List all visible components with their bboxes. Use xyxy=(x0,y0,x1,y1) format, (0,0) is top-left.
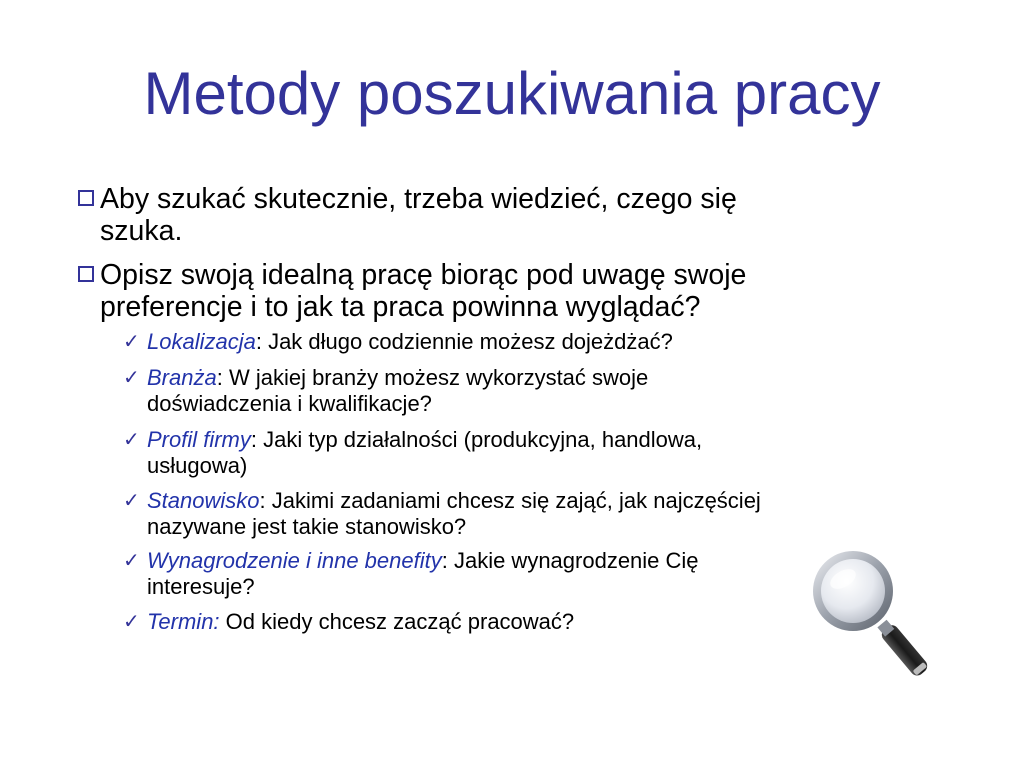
subbullet-term: Branża xyxy=(147,365,217,390)
bullet-2-line-2: preferencje i to jak ta praca powinna wyglądać? xyxy=(100,291,701,323)
subbullet-term: Wynagrodzenie i inne benefity xyxy=(147,548,442,573)
checkmark-icon: ✓ xyxy=(123,427,140,451)
subbullet-text: : Jak długo codziennie możesz dojeżdżać? xyxy=(255,329,673,354)
bullet-2-line-1: Opisz swoją idealną pracę biorąc pod uwagę swoje xyxy=(100,259,747,291)
subbullet-term: Termin: xyxy=(147,609,220,634)
subbullet-text: : Jaki typ działalności (produkcyjna, handlowa, xyxy=(250,427,703,452)
subbullet-profil-firmy xyxy=(147,427,947,479)
subbullet-lokalizacja xyxy=(147,329,947,355)
bullet-1-line-1: Aby szukać skutecznie, trzeba wiedzieć, czego się xyxy=(100,183,737,215)
bullet-2 xyxy=(100,259,900,323)
bullet-1 xyxy=(100,183,900,247)
subbullet-text-line-2: nazywane jest takie stanowisko? xyxy=(147,514,467,539)
checkmark-icon: ✓ xyxy=(123,609,140,633)
subbullet-term: Lokalizacja xyxy=(147,329,256,354)
subbullet-stanowisko xyxy=(147,488,947,540)
slide-title: Metody poszukiwania pracy xyxy=(143,60,881,127)
checkmark-icon: ✓ xyxy=(123,365,140,389)
checkmark-icon: ✓ xyxy=(123,329,140,353)
subbullet-branza xyxy=(147,365,947,417)
subbullet-term: Stanowisko xyxy=(147,488,260,513)
subbullet-text-line-2: interesuje? xyxy=(147,574,255,599)
subbullet-text-line-2: usługowa) xyxy=(147,453,248,478)
square-bullet-icon xyxy=(75,262,97,284)
subbullet-text-line-2: doświadczenia i kwalifikacje? xyxy=(147,391,432,416)
square-bullet-icon xyxy=(75,186,97,208)
subbullet-text: : Jakie wynagrodzenie Cię xyxy=(441,548,699,573)
checkmark-icon: ✓ xyxy=(123,488,140,512)
subbullet-text: : Jakimi zadaniami chcesz się zająć, jak najczęściej xyxy=(259,488,761,513)
subbullet-text: Od kiedy chcesz zacząć pracować? xyxy=(219,609,575,634)
bullet-1-line-2: szuka. xyxy=(100,215,183,247)
subbullet-term: Profil firmy xyxy=(147,427,251,452)
magnifying-glass-icon xyxy=(805,545,930,680)
subbullet-text: : W jakiej branży możesz wykorzystać swoje xyxy=(216,365,649,390)
checkmark-icon: ✓ xyxy=(123,548,140,572)
